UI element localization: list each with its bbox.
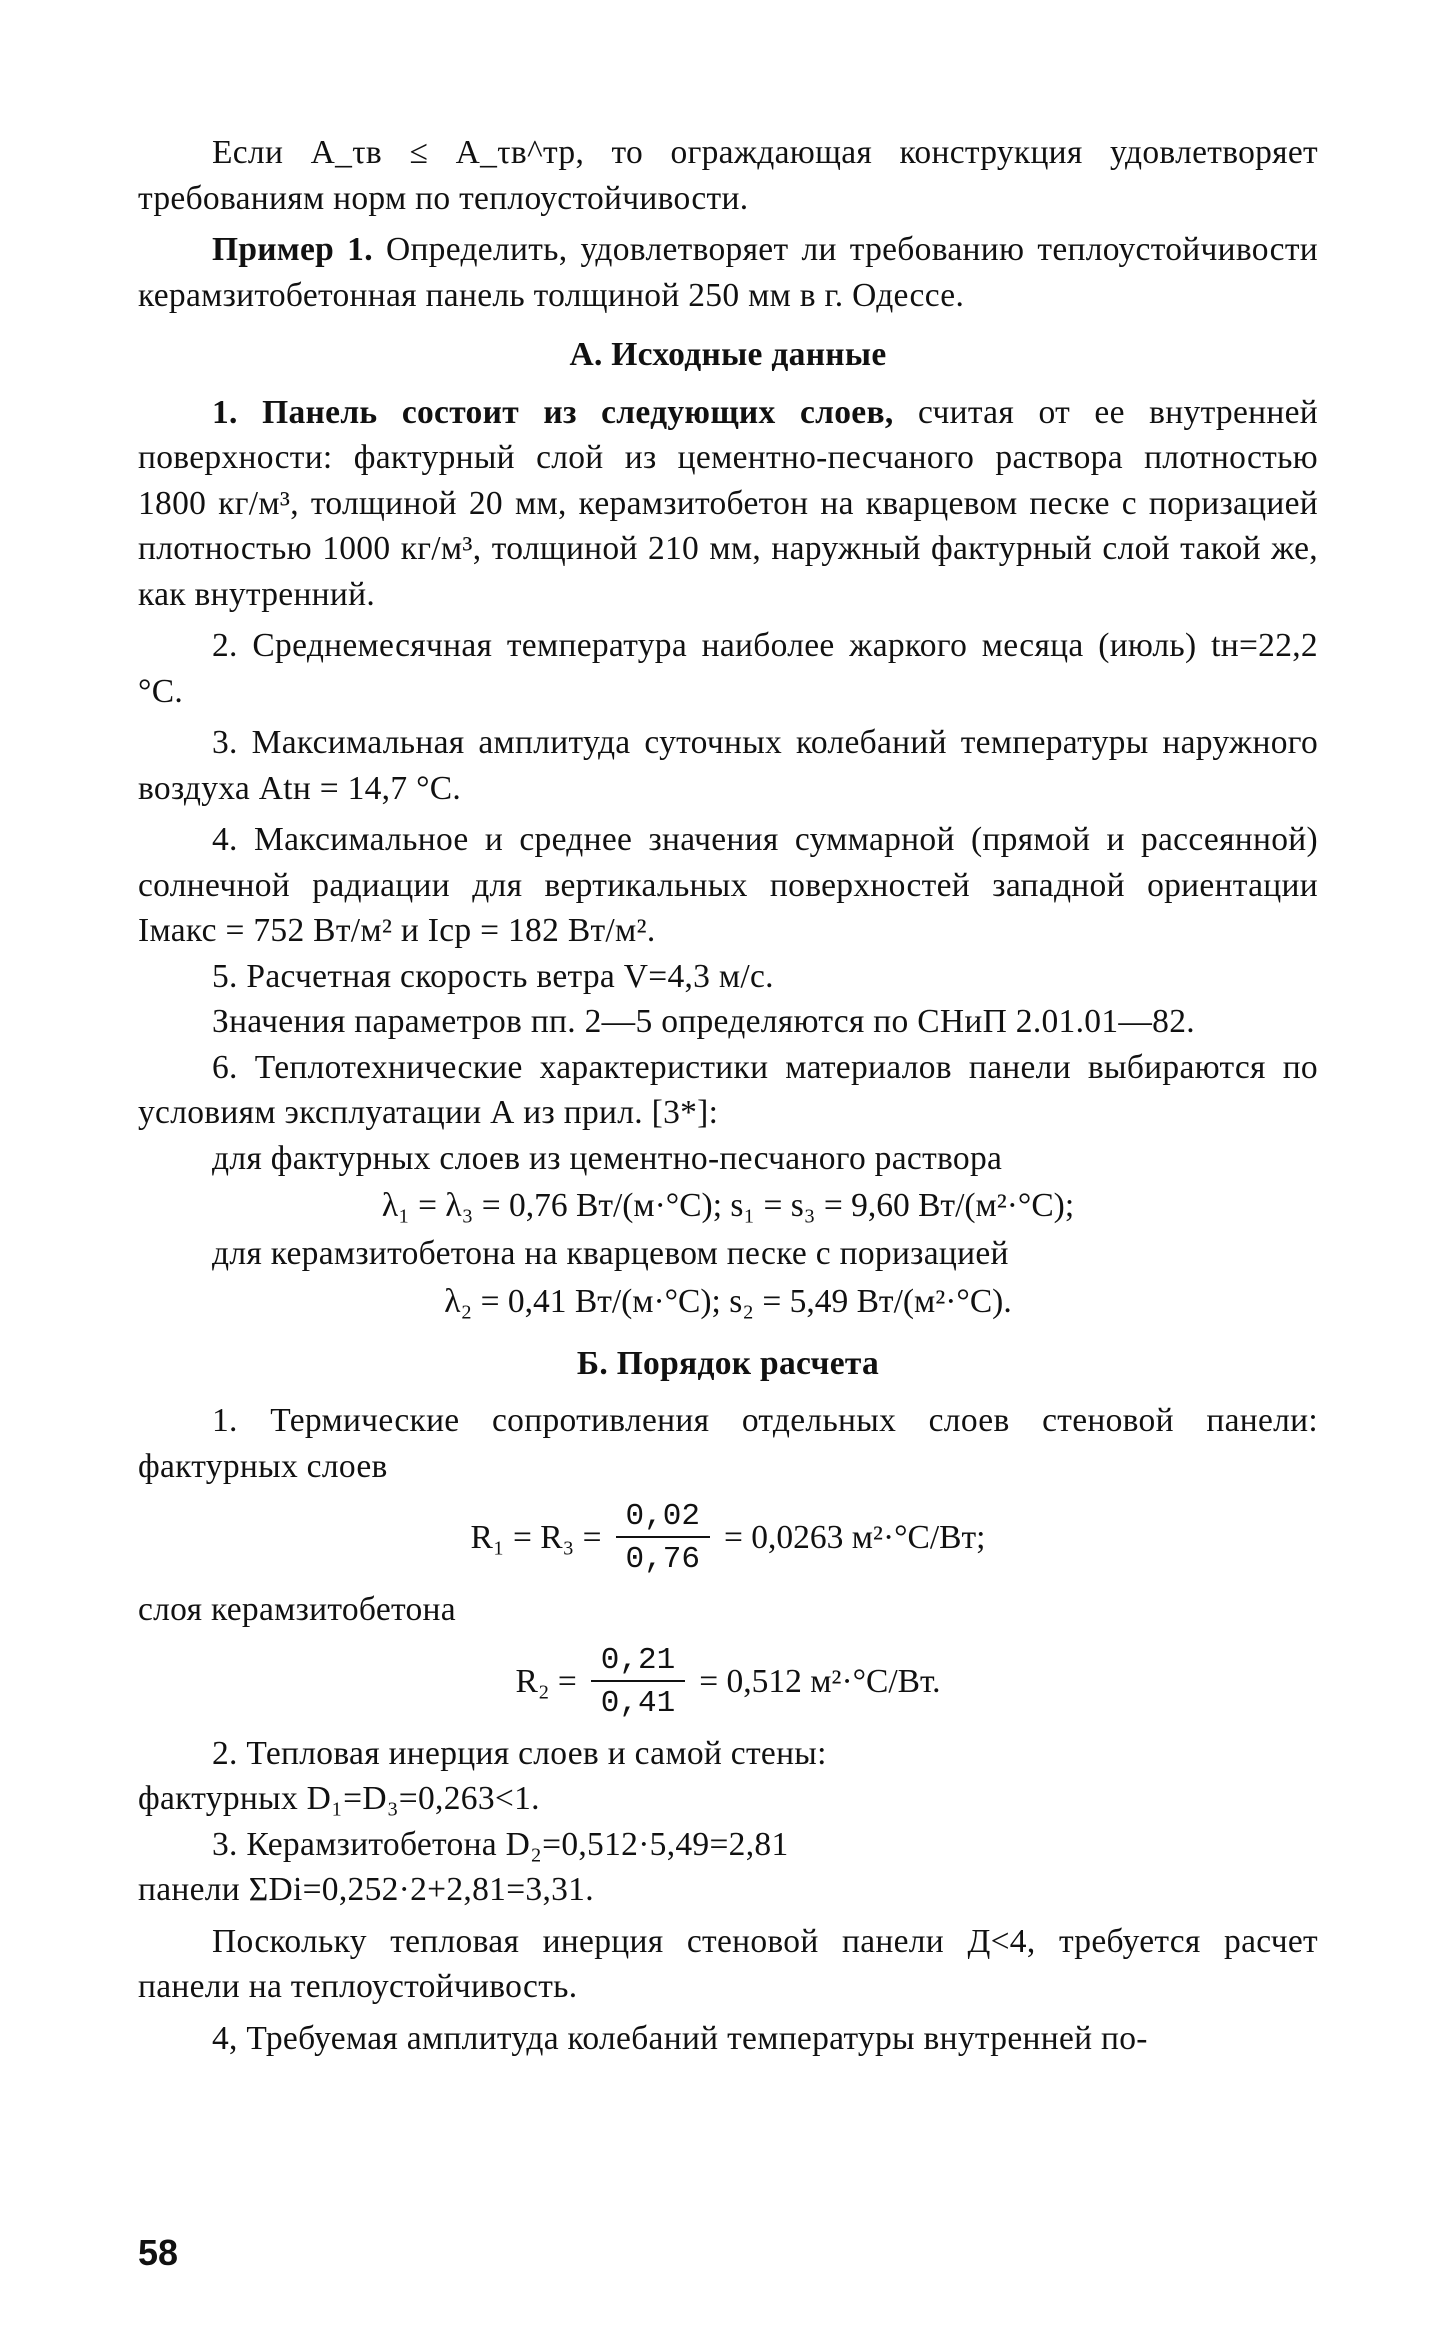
item-a5: 5. Расчетная скорость ветра V=4,3 м/с.: [212, 957, 774, 995]
formula-r1-r3: [138, 1499, 1318, 1577]
example-label: Пример 1.: [212, 231, 373, 268]
item-b1: 1. Термические сопротивления отдельных слоев стеновой панели: фактурных слоев: [138, 1402, 1318, 1485]
formula-r1-lhs: R₁ = R₃ =: [470, 1519, 602, 1556]
item-b2: 2. Тепловая инерция слоев и самой стены:: [212, 1734, 827, 1772]
formula-r2: [138, 1643, 1318, 1721]
item-a1: [138, 390, 1318, 618]
item-a2: 2. Среднемесячная температура наиболее жаркого месяца (июль) tн=22,2 °С.: [138, 627, 1318, 710]
item-b2-line: фактурных D₁=D₃=0,263<1.: [138, 1780, 540, 1817]
item-a3: 3. Максимальная амплитуда суточных колебаний температуры наружного воздуха Atн = 14,7 °С.: [138, 724, 1318, 807]
formula-lambda-1: λ₁ = λ₃ = 0,76 Вт/(м·°С); s₁ = s₃ = 9,60 Вт/(м²·°С);: [381, 1187, 1075, 1224]
item-b3: 3. Керамзитобетона D₂=0,512·5,49=2,81: [212, 1825, 789, 1863]
item-a4: 4. Максимальное и среднее значения суммарной (прямой и рассеянной) солнечной радиации для вертикальных поверхностей западной ориентации Iмакс = 752 Вт/м² и Iср = 182 Вт/м².: [138, 821, 1318, 949]
formula-r1-rhs: = 0,0263 м²·°С/Вт;: [723, 1519, 986, 1556]
formula-r1-fraction: [616, 1499, 710, 1577]
intro-paragraph: Если A_τв ≤ A_τв^тр, то ограждающая конструкция удовлетворяет требованиям норм по теплоустойчивости.: [138, 134, 1318, 217]
formula-r1-denominator: 0,76: [625, 1542, 700, 1577]
item-a6-sub2: для керамзитобетона на кварцевом песке с поризацией: [212, 1235, 1009, 1272]
formula-lambda-2: λ₂ = 0,41 Вт/(м·°С); s₂ = 5,49 Вт/(м²·°С).: [444, 1282, 1012, 1320]
section-b-heading: Б. Порядок расчета: [576, 1344, 880, 1382]
formula-r2-fraction: [591, 1643, 685, 1721]
formula-r2-denominator: 0,41: [600, 1685, 676, 1721]
formula-r2-numerator: 0,21: [591, 1643, 685, 1682]
item-a1-lead: 1. Панель состоит из следующих слоев,: [212, 393, 894, 431]
item-a6-sub1: для фактурных слоев из цементно-песчаного раствора: [212, 1139, 1003, 1177]
example-paragraph: [138, 227, 1318, 318]
page-number: 58: [138, 2232, 179, 2273]
item-a1-text: считая от ее внутренней поверхности: фактурный слой из цементно-песчаного раствора плотностью 1800 кг/м³, толщиной 20 мм, керамзитобетон на кварцевом песке с поризацией плотностью 1000 кг/м³, толщиной 210 мм, наружный фактурный слой такой же, как внутренний.: [138, 393, 1318, 613]
example-text: Определить, удовлетворяет ли требованию теплоустойчивости керамзитобетонная панель толщиной 250 мм в г. Одессе.: [138, 231, 1318, 314]
section-a-heading: А. Исходные данные: [569, 336, 887, 373]
item-b-note: Поскольку тепловая инерция стеновой панели Д<4, требуется расчет панели на теплоустойчивость.: [138, 1922, 1318, 2005]
formula-r1-numerator: 0,02: [616, 1499, 710, 1538]
page-body: [138, 130, 1318, 2061]
formula-r2-rhs: = 0,512 м²·°С/Вт.: [699, 1662, 941, 1700]
item-b3-line: панели ΣDi=0,252·2+2,81=3,31.: [138, 1871, 594, 1908]
item-b4: 4, Требуемая амплитуда колебаний температуры внутренней по-: [212, 2019, 1148, 2057]
item-a-note: Значения параметров пп. 2—5 определяются по СНиП 2.01.01—82.: [212, 1003, 1195, 1040]
item-b1-after: слоя керамзитобетона: [138, 1591, 456, 1628]
item-a6: 6. Теплотехнические характеристики материалов панели выбираются по условиям эксплуатации А из прил. [3*]:: [138, 1048, 1318, 1131]
formula-r2-lhs: R₂ =: [515, 1662, 577, 1700]
